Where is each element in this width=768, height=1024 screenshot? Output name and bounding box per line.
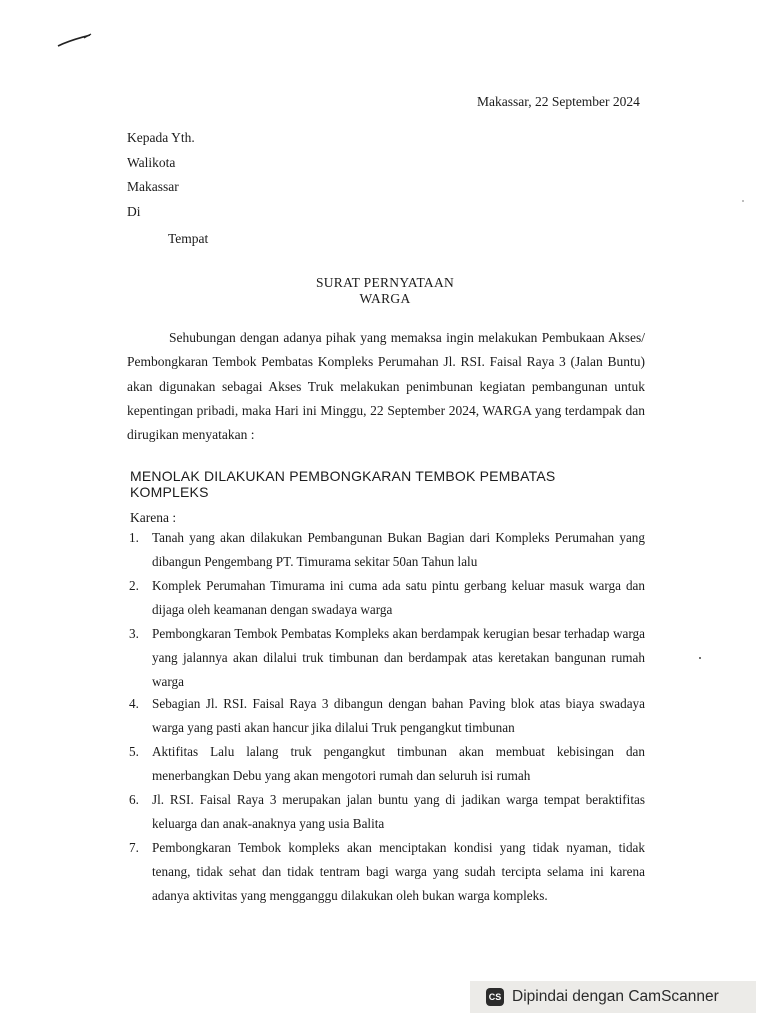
list-item-number: 3. — [129, 626, 139, 641]
scan-speck — [699, 657, 701, 659]
watermark-text: Dipindai dengan CamScanner — [512, 988, 719, 1005]
decision-heading: MENOLAK DILAKUKAN PEMBONGKARAN TEMBOK PEMBATAS KOMPLEKS — [130, 468, 556, 500]
list-item-text: Tanah yang akan dilakukan Pembangunan Bukan Bagian dari Kompleks Perumahan yang dibangun Pengembang PT. Timurama sekitar 50an Tahun lalu — [152, 530, 645, 569]
addressee-line: Kepada Yth. — [127, 130, 195, 145]
list-item-number: 5. — [129, 744, 139, 759]
date-line: Makassar, 22 September 2024 — [477, 94, 640, 109]
list-item-number: 2. — [129, 578, 139, 593]
scan-speck — [742, 200, 744, 202]
list-item-number: 7. — [129, 840, 139, 855]
list-item-text: Aktifitas Lalu lalang truk pengangkut timbunan akan membuat kebisingan dan menerbangkan Debu yang akan mengotori rumah dan seluruh isi rumah — [152, 744, 645, 783]
addressee-line: Walikota — [127, 154, 176, 170]
addressee-line: Di — [127, 203, 141, 219]
list-item-number: 1. — [129, 530, 139, 545]
intro-paragraph: Sehubungan dengan adanya pihak yang memaksa ingin melakukan Pembukaan Akses/ Pembongkaran Tembok Pembatas Kompleks Perumahan Jl. RSI. Faisal Raya 3 (Jalan Buntu) akan digunakan sebagai Akses Truk melakukan penimbunan kegiatan pembangunan untuk kepentingan pribadi, maka Hari ini Minggu, 22 September 2024, WARGA yang terdampak dan dirugikan menyatakan : — [127, 330, 645, 443]
addressee-block — [127, 126, 195, 224]
camscanner-icon: CS — [486, 988, 504, 1006]
camscanner-watermark — [470, 981, 756, 1013]
addressee-place: Tempat — [168, 231, 209, 246]
list-item-text: Pembongkaran Tembok kompleks akan menciptakan kondisi yang tidak nyaman, tidak tenang, tidak sehat dan tidak tentram bagi warga yang sudah tercipta selama ini karena adanya aktivitas yang mengganggu dilakukan oleh bukan warga kompleks. — [152, 840, 645, 903]
list-item-number: 6. — [129, 792, 139, 807]
list-item-text: Komplek Perumahan Timurama ini cuma ada satu pintu gerbang keluar masuk warga dan dijaga oleh keamanan dengan swadaya warga — [152, 578, 645, 617]
addressee-line: Makassar — [127, 179, 179, 194]
list-item-text: Pembongkaran Tembok Pembatas Kompleks akan berdampak kerugian besar terhadap warga yang jalannya akan dilalui truk timbunan dan berdampak atas keretakan bangunan rumah warga — [152, 626, 645, 689]
title-line-2: WARGA — [359, 291, 411, 306]
list-item-number: 4. — [129, 696, 139, 711]
because-label: Karena : — [130, 510, 177, 525]
list-item-text: Sebagian Jl. RSI. Faisal Raya 3 dibangun dengan bahan Paving blok atas biaya swadaya warga yang pasti akan hancur jika dilalui Truk pengangkut timbunan — [152, 696, 645, 735]
pen-stroke-mark — [56, 30, 96, 50]
document-title — [250, 275, 520, 307]
title-line-1: SURAT PERNYATAAN — [315, 275, 455, 290]
list-item-text: Jl. RSI. Faisal Raya 3 merupakan jalan buntu yang di jadikan warga tempat beraktifitas keluarga dan anak-anaknya yang usia Balita — [152, 792, 645, 831]
